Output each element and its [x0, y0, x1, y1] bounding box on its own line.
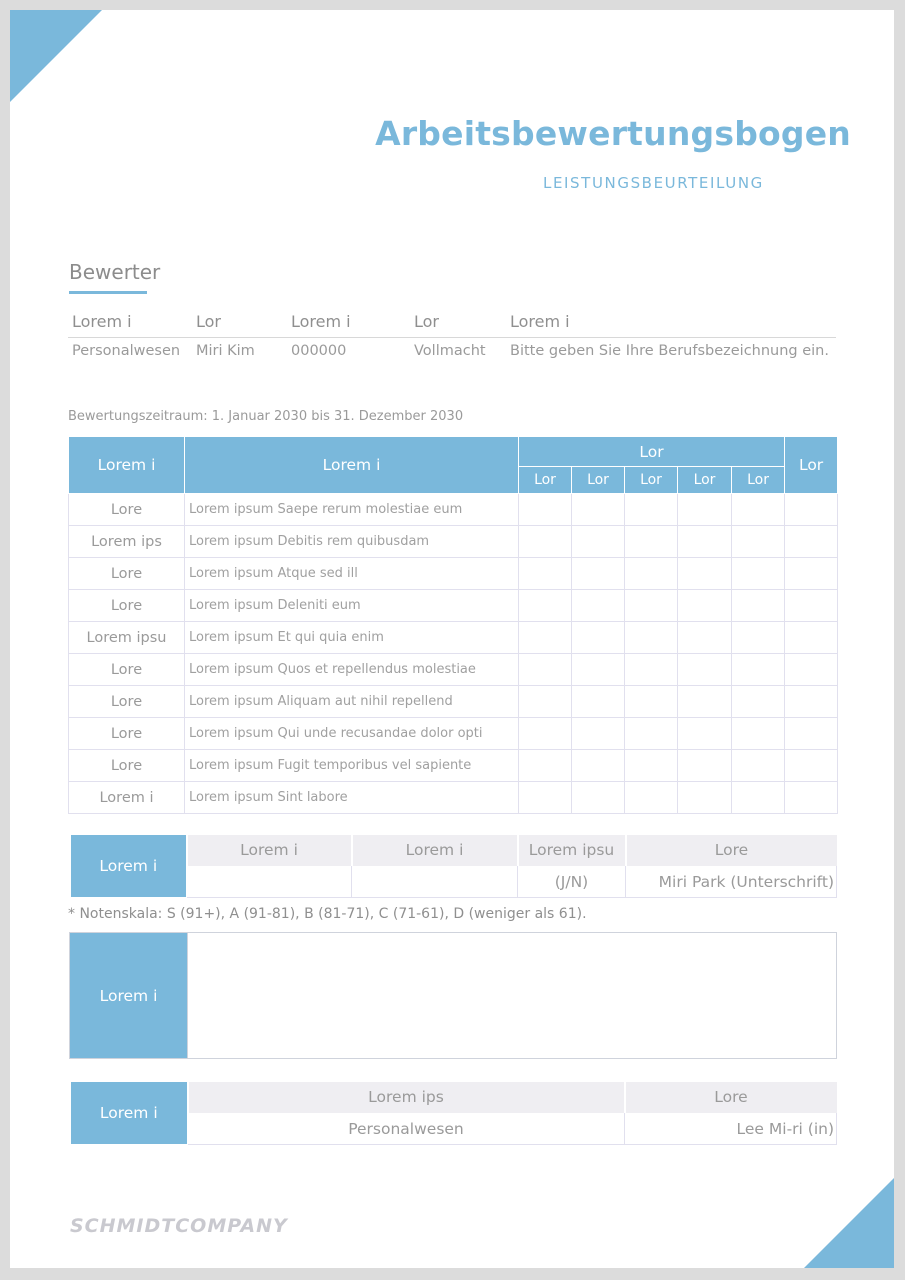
rating-total-cell[interactable] [785, 654, 838, 686]
rating-category: Lorem ips [69, 526, 185, 558]
rating-item: Lorem ipsum Fugit temporibus vel sapiente [185, 750, 519, 782]
rating-col-category-header: Lorem i [69, 437, 185, 494]
rating-score-cell[interactable] [732, 558, 785, 590]
summary-label: Lorem i [71, 835, 187, 898]
rating-score-cell[interactable] [519, 686, 572, 718]
rating-col-total-header: Lor [785, 437, 838, 494]
table-row [69, 686, 838, 718]
rating-score-cell[interactable] [519, 590, 572, 622]
evaluator-header-2: Lor [196, 312, 221, 331]
evaluator-header-4: Lor [414, 312, 439, 331]
rating-score-cell[interactable] [572, 654, 625, 686]
rating-total-cell[interactable] [785, 718, 838, 750]
rating-category: Lore [69, 718, 185, 750]
rating-item: Lorem ipsum Sint labore [185, 782, 519, 814]
rating-score-cell[interactable] [625, 558, 678, 590]
rating-total-cell[interactable] [785, 622, 838, 654]
rating-score-cell[interactable] [732, 494, 785, 526]
rating-score-cell[interactable] [519, 526, 572, 558]
summary-score-field[interactable] [187, 866, 352, 897]
rating-score-cell[interactable] [519, 622, 572, 654]
rating-total-cell[interactable] [785, 526, 838, 558]
rating-subheader: Lor [572, 467, 625, 494]
rating-total-cell[interactable] [785, 494, 838, 526]
rating-score-cell[interactable] [732, 590, 785, 622]
rating-score-cell[interactable] [572, 782, 625, 814]
rating-score-cell[interactable] [678, 718, 732, 750]
rating-category: Lore [69, 590, 185, 622]
rating-score-cell[interactable] [625, 750, 678, 782]
rating-total-cell[interactable] [785, 686, 838, 718]
rating-score-cell[interactable] [625, 654, 678, 686]
summary-header-4: Lore [626, 835, 837, 867]
summary-signature-field[interactable]: Miri Park (Unterschrift) [626, 866, 837, 897]
summary-table [70, 834, 837, 898]
rating-score-cell[interactable] [678, 494, 732, 526]
rating-score-cell[interactable] [572, 686, 625, 718]
table-row [69, 654, 838, 686]
rating-total-cell[interactable] [785, 590, 838, 622]
rating-score-cell[interactable] [572, 494, 625, 526]
rating-category: Lore [69, 750, 185, 782]
table-row [69, 750, 838, 782]
rating-score-cell[interactable] [732, 782, 785, 814]
evaluator-header-row [68, 312, 836, 338]
rating-subheader: Lor [678, 467, 732, 494]
rating-item: Lorem ipsum Debitis rem quibusdam [185, 526, 519, 558]
rating-score-cell[interactable] [678, 654, 732, 686]
evaluator-name[interactable]: Miri Kim [196, 343, 255, 359]
signoff-table [70, 1081, 837, 1145]
rating-col-item-header: Lorem i [185, 437, 519, 494]
rating-total-cell[interactable] [785, 558, 838, 590]
rating-score-cell[interactable] [678, 622, 732, 654]
rating-subheader: Lor [519, 467, 572, 494]
comments-box [69, 932, 837, 1059]
rating-score-cell[interactable] [625, 590, 678, 622]
rating-score-cell[interactable] [678, 782, 732, 814]
rating-score-cell[interactable] [625, 622, 678, 654]
rating-category: Lore [69, 558, 185, 590]
rating-score-cell[interactable] [678, 558, 732, 590]
rating-score-cell[interactable] [519, 782, 572, 814]
table-row [69, 622, 838, 654]
rating-item: Lorem ipsum Saepe rerum molestiae eum [185, 494, 519, 526]
rating-score-cell[interactable] [519, 750, 572, 782]
rating-item: Lorem ipsum Quos et repellendus molestiae [185, 654, 519, 686]
rating-category: Lore [69, 654, 185, 686]
signoff-department-field[interactable]: Personalwesen [188, 1113, 625, 1144]
rating-score-cell[interactable] [572, 718, 625, 750]
rating-item: Lorem ipsum Deleniti eum [185, 590, 519, 622]
table-row [69, 526, 838, 558]
table-row [69, 718, 838, 750]
rating-score-cell[interactable] [625, 686, 678, 718]
rating-score-cell[interactable] [732, 686, 785, 718]
rating-item: Lorem ipsum Et qui quia enim [185, 622, 519, 654]
rating-score-cell[interactable] [572, 622, 625, 654]
rating-score-cell[interactable] [625, 526, 678, 558]
rating-score-cell[interactable] [572, 526, 625, 558]
table-row [69, 590, 838, 622]
signoff-label: Lorem i [71, 1082, 188, 1145]
corner-decoration-bottom-right [804, 1178, 894, 1268]
section-underline [69, 291, 147, 294]
evaluator-header-3: Lorem i [291, 312, 351, 331]
rating-total-cell[interactable] [785, 750, 838, 782]
summary-header-3: Lorem ipsu [518, 835, 626, 867]
table-row [69, 558, 838, 590]
document-subtitle: LEISTUNGSBEURTEILUNG [543, 174, 764, 192]
rating-score-cell[interactable] [572, 590, 625, 622]
table-row [69, 782, 838, 814]
grading-scale-note: * Notenskala: S (91+), A (91-81), B (81-71), C (71-61), D (weniger als 61). [68, 906, 587, 922]
rating-total-cell[interactable] [785, 782, 838, 814]
rating-score-cell[interactable] [732, 622, 785, 654]
rating-score-cell[interactable] [519, 558, 572, 590]
evaluator-header-5: Lorem i [510, 312, 570, 331]
rating-score-cell[interactable] [625, 718, 678, 750]
rating-score-cell[interactable] [678, 526, 732, 558]
evaluator-section-title: Bewerter [69, 260, 161, 284]
rating-score-cell[interactable] [572, 558, 625, 590]
summary-header-1: Lorem i [187, 835, 352, 867]
rating-score-cell[interactable] [519, 654, 572, 686]
rating-subheader: Lor [732, 467, 785, 494]
evaluator-authority[interactable]: Vollmacht [414, 343, 486, 359]
comments-label: Lorem i [70, 933, 187, 1058]
rating-score-cell[interactable] [678, 750, 732, 782]
rating-item: Lorem ipsum Qui unde recusandae dolor opti [185, 718, 519, 750]
rating-score-cell[interactable] [625, 494, 678, 526]
evaluator-job-title[interactable]: Bitte geben Sie Ihre Berufsbezeichnung ein. [510, 343, 829, 359]
rating-table [68, 436, 838, 814]
company-name: SCHMIDTCOMPANY [70, 1215, 288, 1237]
rating-category: Lorem ipsu [69, 622, 185, 654]
summary-grade-field[interactable] [352, 866, 518, 897]
rating-category: Lore [69, 494, 185, 526]
evaluation-period: Bewertungszeitraum: 1. Januar 2030 bis 31. Dezember 2030 [68, 409, 464, 424]
signoff-header-1: Lorem ips [188, 1082, 625, 1114]
rating-item: Lorem ipsum Aliquam aut nihil repellend [185, 686, 519, 718]
signoff-name-field[interactable]: Lee Mi-ri (in) [625, 1113, 837, 1144]
rating-score-cell[interactable] [732, 654, 785, 686]
rating-group-header: Lor [519, 437, 785, 467]
rating-score-cell[interactable] [519, 718, 572, 750]
evaluator-id[interactable]: 000000 [291, 343, 347, 359]
evaluator-department[interactable]: Personalwesen [72, 343, 181, 359]
rating-category: Lorem i [69, 782, 185, 814]
evaluator-header-1: Lorem i [72, 312, 132, 331]
rating-score-cell[interactable] [519, 494, 572, 526]
summary-header-2: Lorem i [352, 835, 518, 867]
corner-decoration-top-left [10, 10, 102, 102]
comments-field[interactable] [187, 933, 836, 1058]
rating-category: Lore [69, 686, 185, 718]
rating-table-body [69, 494, 838, 814]
rating-score-cell[interactable] [732, 750, 785, 782]
rating-score-cell[interactable] [678, 590, 732, 622]
rating-score-cell[interactable] [572, 750, 625, 782]
rating-score-cell[interactable] [732, 718, 785, 750]
rating-item: Lorem ipsum Atque sed ill [185, 558, 519, 590]
rating-score-cell[interactable] [625, 782, 678, 814]
table-row [69, 494, 838, 526]
signoff-header-2: Lore [625, 1082, 837, 1114]
rating-score-cell[interactable] [732, 526, 785, 558]
rating-score-cell[interactable] [678, 686, 732, 718]
rating-subheader: Lor [625, 467, 678, 494]
summary-yes-no-field[interactable]: (J/N) [518, 866, 626, 897]
document-title: Arbeitsbewertungsbogen [375, 114, 851, 153]
